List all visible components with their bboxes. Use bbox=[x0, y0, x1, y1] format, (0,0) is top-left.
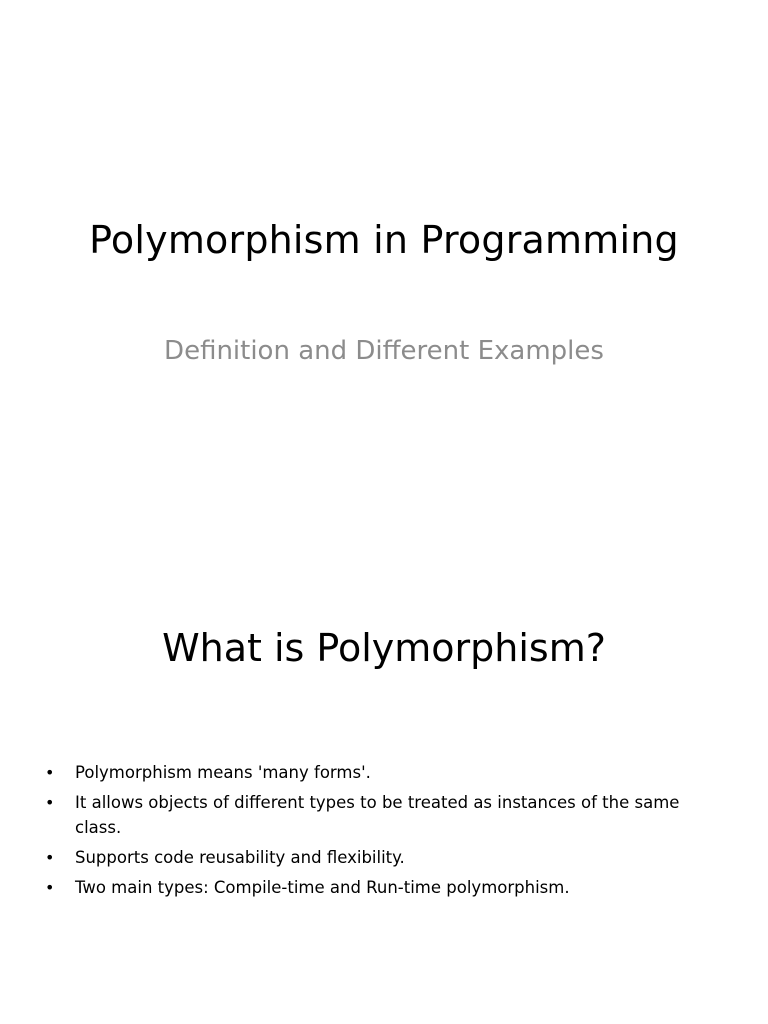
bullet-list bbox=[0, 760, 768, 905]
bullet-icon: • bbox=[45, 763, 55, 782]
content-slide bbox=[0, 512, 768, 1024]
bullet-icon: • bbox=[45, 848, 55, 867]
bullet-icon: • bbox=[45, 793, 55, 812]
bullet-text: Supports code reusability and flexibility. bbox=[75, 848, 405, 867]
bullet-text: Polymorphism means 'many forms'. bbox=[75, 763, 371, 782]
bullet-item bbox=[0, 875, 768, 900]
slide-title: What is Polymorphism? bbox=[162, 626, 606, 670]
bullet-icon: • bbox=[45, 878, 55, 897]
slide-subtitle: Definition and Different Examples bbox=[164, 336, 604, 366]
bullet-item bbox=[0, 790, 768, 840]
slide-title: Polymorphism in Programming bbox=[89, 218, 679, 262]
bullet-item bbox=[0, 845, 768, 870]
bullet-item bbox=[0, 760, 768, 785]
bullet-text: It allows objects of different types to be treated as instances of the same class. bbox=[75, 793, 680, 837]
bullet-text: Two main types: Compile-time and Run-time polymorphism. bbox=[75, 878, 570, 897]
